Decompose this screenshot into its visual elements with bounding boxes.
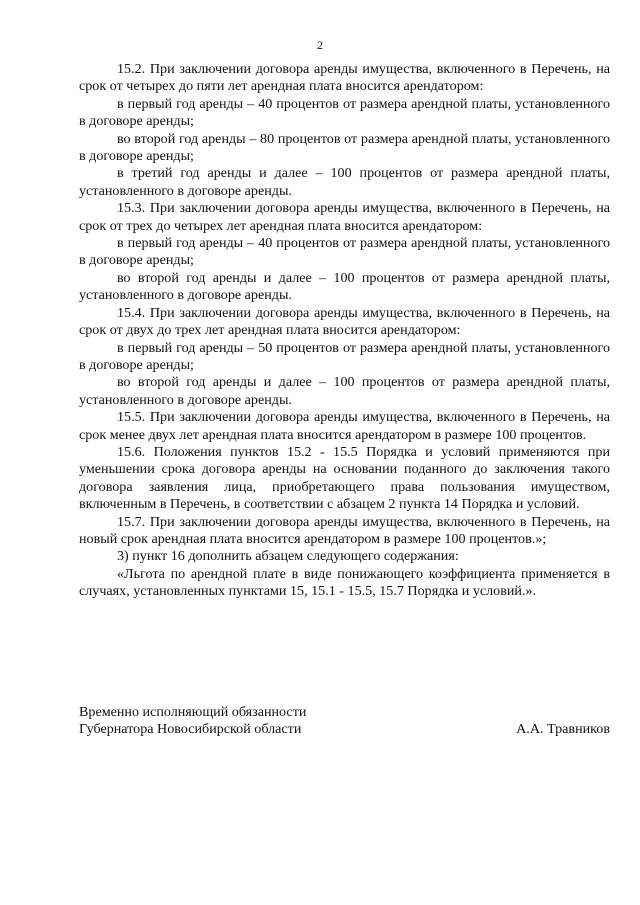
paragraph-15-2-year3: в третий год аренды и далее – 100 процентов от размера арендной платы, установленного в договоре аренды.	[79, 165, 610, 199]
signature-block	[79, 704, 610, 739]
paragraph-15-2-year1: в первый год аренды – 40 процентов от размера арендной платы, установленного в договоре аренды;	[79, 95, 610, 130]
paragraph-15-3-year1: в первый год аренды – 40 процентов от размера арендной платы, установленного в договоре аренды;	[79, 235, 610, 269]
signatory-position-line1: Временно исполняющий обязанности	[79, 704, 307, 720]
paragraph-15-4-year1: в первый год аренды – 50 процентов от размера арендной платы, установленного в договоре аренды;	[79, 339, 610, 373]
paragraph-15-3: 15.3. При заключении договора аренды имущества, включенного в Перечень, на срок от трех до четырех лет арендная плата вносится арендатором:	[79, 200, 610, 234]
signatory-position-line2: Губернатора Новосибирской области	[79, 721, 302, 738]
paragraph-15-6: 15.6. Положения пунктов 15.2 - 15.5 Порядка и условий применяются при уменьшении срока договора аренды на основании поданного до заключения такого договора заявления лица, приобретающего права пользования имуществом, включенным в Перечень, в соответствии с абзацем 2 пункта 14 Порядка и условий.	[79, 443, 610, 513]
paragraph-item-3: 3) пункт 16 дополнить абзацем следующего содержания:	[117, 548, 459, 565]
paragraph-item-16-addition: «Льгота по арендной плате в виде понижающего коэффициента применяется в случаях, установленных пунктами 15, 15.1 - 15.5, 15.7 Порядка и условий.».	[79, 565, 610, 600]
paragraph-15-4: 15.4. При заключении договора аренды имущества, включенного в Перечень, на срок от двух до трех лет арендная плата вносится арендатором:	[79, 304, 610, 339]
paragraph-15-2-year2: во второй год аренды – 80 процентов от размера арендной платы, установленного в договоре аренды;	[79, 130, 610, 165]
paragraph-15-7: 15.7. При заключении договора аренды имущества, включенного в Перечень, на новый срок арендная плата вносится арендатором в размере 100 процентов.»;	[79, 513, 610, 547]
document-body	[79, 61, 610, 601]
signatory-name: А.А. Травников	[516, 721, 610, 738]
paragraph-15-4-year2: во второй год аренды и далее – 100 процентов от размера арендной платы, установленного в договоре аренды.	[79, 374, 610, 408]
paragraph-15-5: 15.5. При заключении договора аренды имущества, включенного в Перечень, на срок менее двух лет арендная плата вносится арендатором в размере 100 процентов.	[79, 409, 610, 443]
paragraph-15-2: 15.2. При заключении договора аренды имущества, включенного в Перечень, на срок от четырех до пяти лет арендная плата вносится арендатором:	[79, 61, 610, 95]
paragraph-15-3-year2: во второй год аренды и далее – 100 процентов от размера арендной платы, установленного в договоре аренды.	[79, 269, 610, 304]
page-number: 2	[317, 38, 323, 52]
